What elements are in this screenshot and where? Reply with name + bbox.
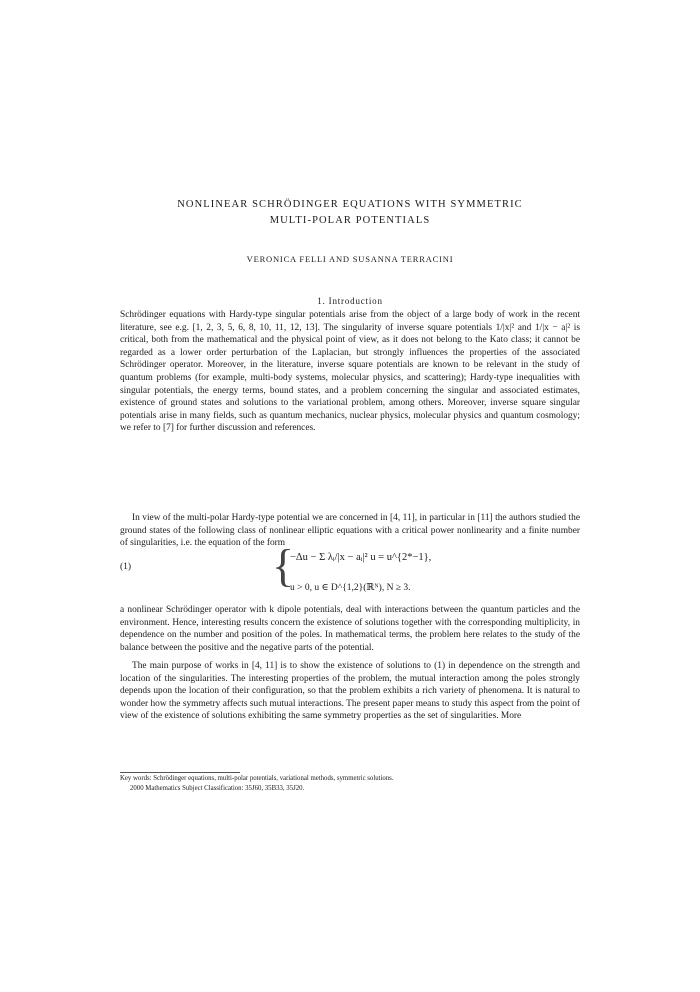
paragraph-2: In view of the multi-polar Hardy-type potential we are concerned in [4, 11], in particular in [11] the authors studied the ground states of the following class of nonlinear elliptic equations with a critical power nonlinearity and a finite number of singularities, i.e. the equation of the form bbox=[120, 513, 580, 549]
footnotes bbox=[120, 774, 590, 793]
equation-line-1: −Δu − Σ λᵢ/|x − aᵢ|² u = u^{2*−1}, bbox=[290, 552, 432, 563]
paragraph-3: a nonlinear Schrödinger operator with k dipole potentials, deal with interactions between the quantum particles and the environment. Hence, interesting results concern the existence of solutions together with the corresponding multiplicity, in dependence on the number and position of the poles. In mathematical terms, the problem here relates to the study of the balance between the positive and the negative parts of the potential. bbox=[120, 605, 580, 653]
paragraph-1: Schrödinger equations with Hardy-type singular potentials arise from the object of a large body of work in the recent literature, see e.g. [1, 2, 3, 5, 6, 8, 10, 11, 12, 13]. The singularity of inverse square potentials 1/|x|² and 1/|x − a|² is critical, both from the mathematical and the physical point of view, as it does not belong to the Kato class; it cannot be regarded as a lower order perturbation of the Laplacian, but strongly influences the properties of the associated Schrödinger operator. Moreover, in the literature, inverse square potentials are known to be relevant in the study of quantum problems (for example, multi-body systems, molecular physics, and scattering); Hardy-type inequalities with singular potentials, the energy terms, bound states, and a problem concerning the singular and associated estimates, existence of ground states and solutions to the variational problem, among others. Moreover, inverse square singular potentials arise in many fields, such as quantum mechanics, nuclear physics, molecular physics and quantum cosmology; we refer to [7] for further discussion and references. bbox=[120, 310, 580, 434]
equation-brace: { bbox=[272, 540, 295, 591]
section-heading-introduction: 1. Introduction bbox=[317, 296, 383, 306]
paper-title bbox=[120, 197, 580, 229]
footnote-keywords: Key words: Schrödinger equations, multi-polar potentials, variational methods, symmetric solutions. bbox=[120, 775, 394, 782]
equation-line-2: u > 0, u ∈ D^{1,2}(ℝᴺ), N ≥ 3. bbox=[290, 583, 411, 593]
footnote-classification: 2000 Mathematics Subject Classification: 35J60, 35B33, 35J20. bbox=[130, 784, 305, 792]
title-line-2: MULTI-POLAR POTENTIALS bbox=[269, 215, 431, 226]
title-line-1: NONLINEAR SCHRÖDINGER EQUATIONS WITH SYMMETRIC bbox=[177, 199, 523, 210]
equation-1 bbox=[120, 538, 580, 600]
footnote-divider bbox=[120, 772, 240, 773]
paper-authors: VERONICA FELLI AND SUSANNA TERRACINI bbox=[246, 254, 454, 264]
equation-number: (1) bbox=[120, 562, 132, 572]
paragraph-4: The main purpose of works in [4, 11] is to show the existence of solutions to (1) in dependence on the strength and location of the singularities. The interesting properties of the problem, the mutual interaction among the poles strongly depends upon the location of their configuration, so that the problem exhibits a rich variety of phenomena. It is natural to wonder how the symmetry affects such mutual interactions. The present paper means to study this aspect from the point of view of the existence of solutions exhibiting the same symmetry properties as the set of singularities. More bbox=[120, 661, 580, 722]
